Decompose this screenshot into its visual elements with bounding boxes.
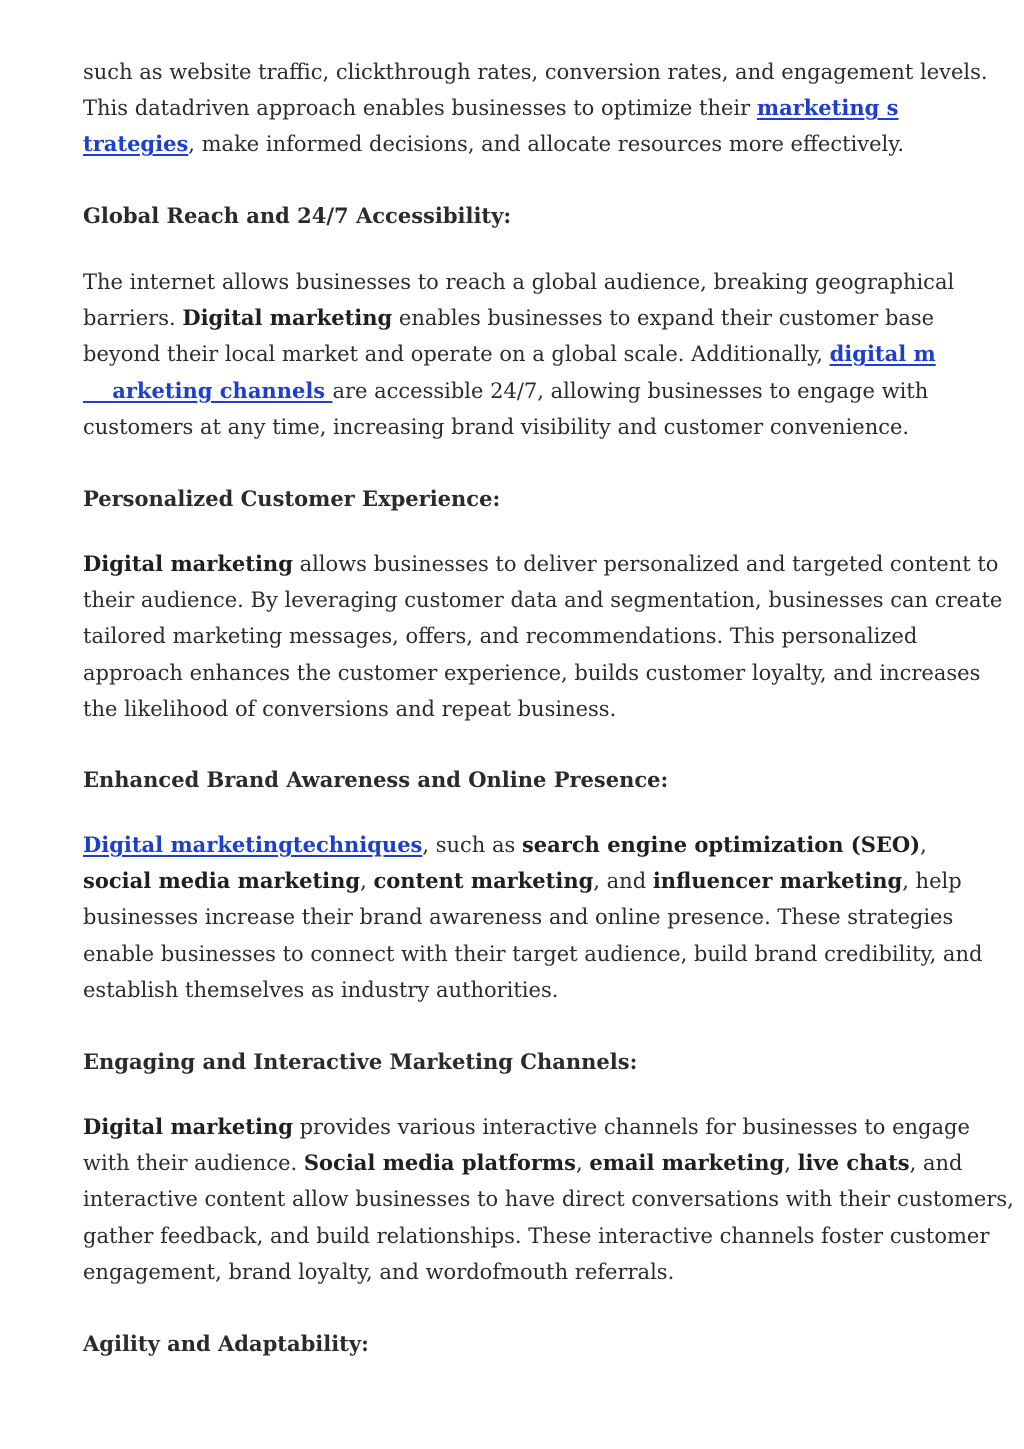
digital-marketing-channels-link[interactable]: digital m [829,341,936,367]
text-span: beyond their local market and operate on a global scale. Additionally, [83,342,830,367]
bold-term: live chats [797,1150,910,1176]
text-line: businesses increase their brand awareness and online presence. These strategies [83,905,954,930]
bold-term: influencer marketing [652,868,903,894]
text-line: enable businesses to connect with their target audience, build brand credibility, and [83,941,983,966]
text-span: barriers. [83,306,183,331]
section-heading-personalized-experience: Personalized Customer Experience: [83,486,501,511]
text-line [83,546,999,582]
global-reach-paragraph [83,264,983,445]
bold-term: content marketing [373,868,594,894]
text-span: are accessible 24/7, allowing businesses to engage with [332,378,929,403]
text-line [83,300,983,336]
text-span: , help [902,869,962,894]
bold-term: social media marketing [83,868,361,894]
text-line: customers at any time, increasing brand visibility and customer convenience. [83,414,910,439]
intro-paragraph [83,54,988,163]
text-line: The internet allows businesses to reach a global audience, breaking geographical [83,270,955,294]
text-span: This datadriven approach enables businesses to optimize their [83,96,757,121]
text-span: with their audience. [83,1151,304,1176]
bold-term: Social media platforms [303,1150,576,1176]
text-span: , [575,1151,590,1176]
bold-term: email marketing [589,1150,785,1176]
section-heading-brand-awareness: Enhanced Brand Awareness and Online Presence: [83,767,669,792]
digital-marketing-techniques-link[interactable]: Digital marketingtechniques [83,832,423,857]
brand-awareness-paragraph [83,827,983,1008]
marketing-strategies-link[interactable]: marketing s [756,95,899,121]
section-heading-agility: Agility and Adaptability: [83,1331,369,1356]
text-line: establish themselves as industry authorities. [83,977,559,1002]
text-line: tailored marketing messages, offers, and recommendations. This personalized [83,624,918,649]
text-line: the likelihood of conversions and repeat business. [83,696,617,721]
text-line [83,1109,983,1145]
text-span: , and [909,1151,963,1176]
text-line [83,827,983,863]
text-span: enables businesses to expand their customer base [392,306,935,331]
text-line [83,1145,983,1181]
text-line: engagement, brand loyalty, and wordofmouth referrals. [83,1259,675,1284]
text-line [83,863,983,899]
bold-term: Digital marketing [182,305,393,331]
section-heading-global-reach: Global Reach and 24/7 Accessibility: [83,203,512,228]
text-line: approach enhances the customer experience, builds customer loyalty, and increases [83,660,981,685]
text-line [83,90,983,126]
text-span: , such as [422,833,522,857]
text-line: their audience. By leveraging customer data and segmentation, businesses can create [83,588,1003,613]
text-span: , and [593,869,653,894]
text-span: , [920,833,927,857]
marketing-strategies-link-continued[interactable]: trategies [83,131,189,157]
text-line [83,336,983,372]
interactive-channels-paragraph [83,1109,1014,1290]
personalized-experience-paragraph [83,546,1003,727]
text-span: allows businesses to deliver personalized and targeted content to [292,552,999,576]
text-span: provides various interactive channels for businesses to engage [292,1115,970,1139]
bold-term: search engine optimization (SEO) [521,832,921,857]
text-line [83,126,983,162]
bold-term: Digital marketing [83,551,293,576]
section-heading-interactive-channels: Engaging and Interactive Marketing Channels: [83,1049,638,1074]
digital-marketing-channels-link-continued[interactable]: arketing channels [83,377,333,403]
text-line: interactive content allow businesses to have direct conversations with their customers, [83,1187,1014,1212]
text-line: gather feedback, and build relationships. These interactive channels foster customer [83,1223,990,1248]
bold-term: Digital marketing [83,1114,293,1139]
text-span: , [360,869,374,894]
text-line: such as website traffic, clickthrough rates, conversion rates, and engagement levels. [83,60,988,84]
text-line [83,373,983,409]
text-span: , make informed decisions, and allocate resources more effectively. [188,132,905,157]
text-span: , [784,1151,798,1176]
